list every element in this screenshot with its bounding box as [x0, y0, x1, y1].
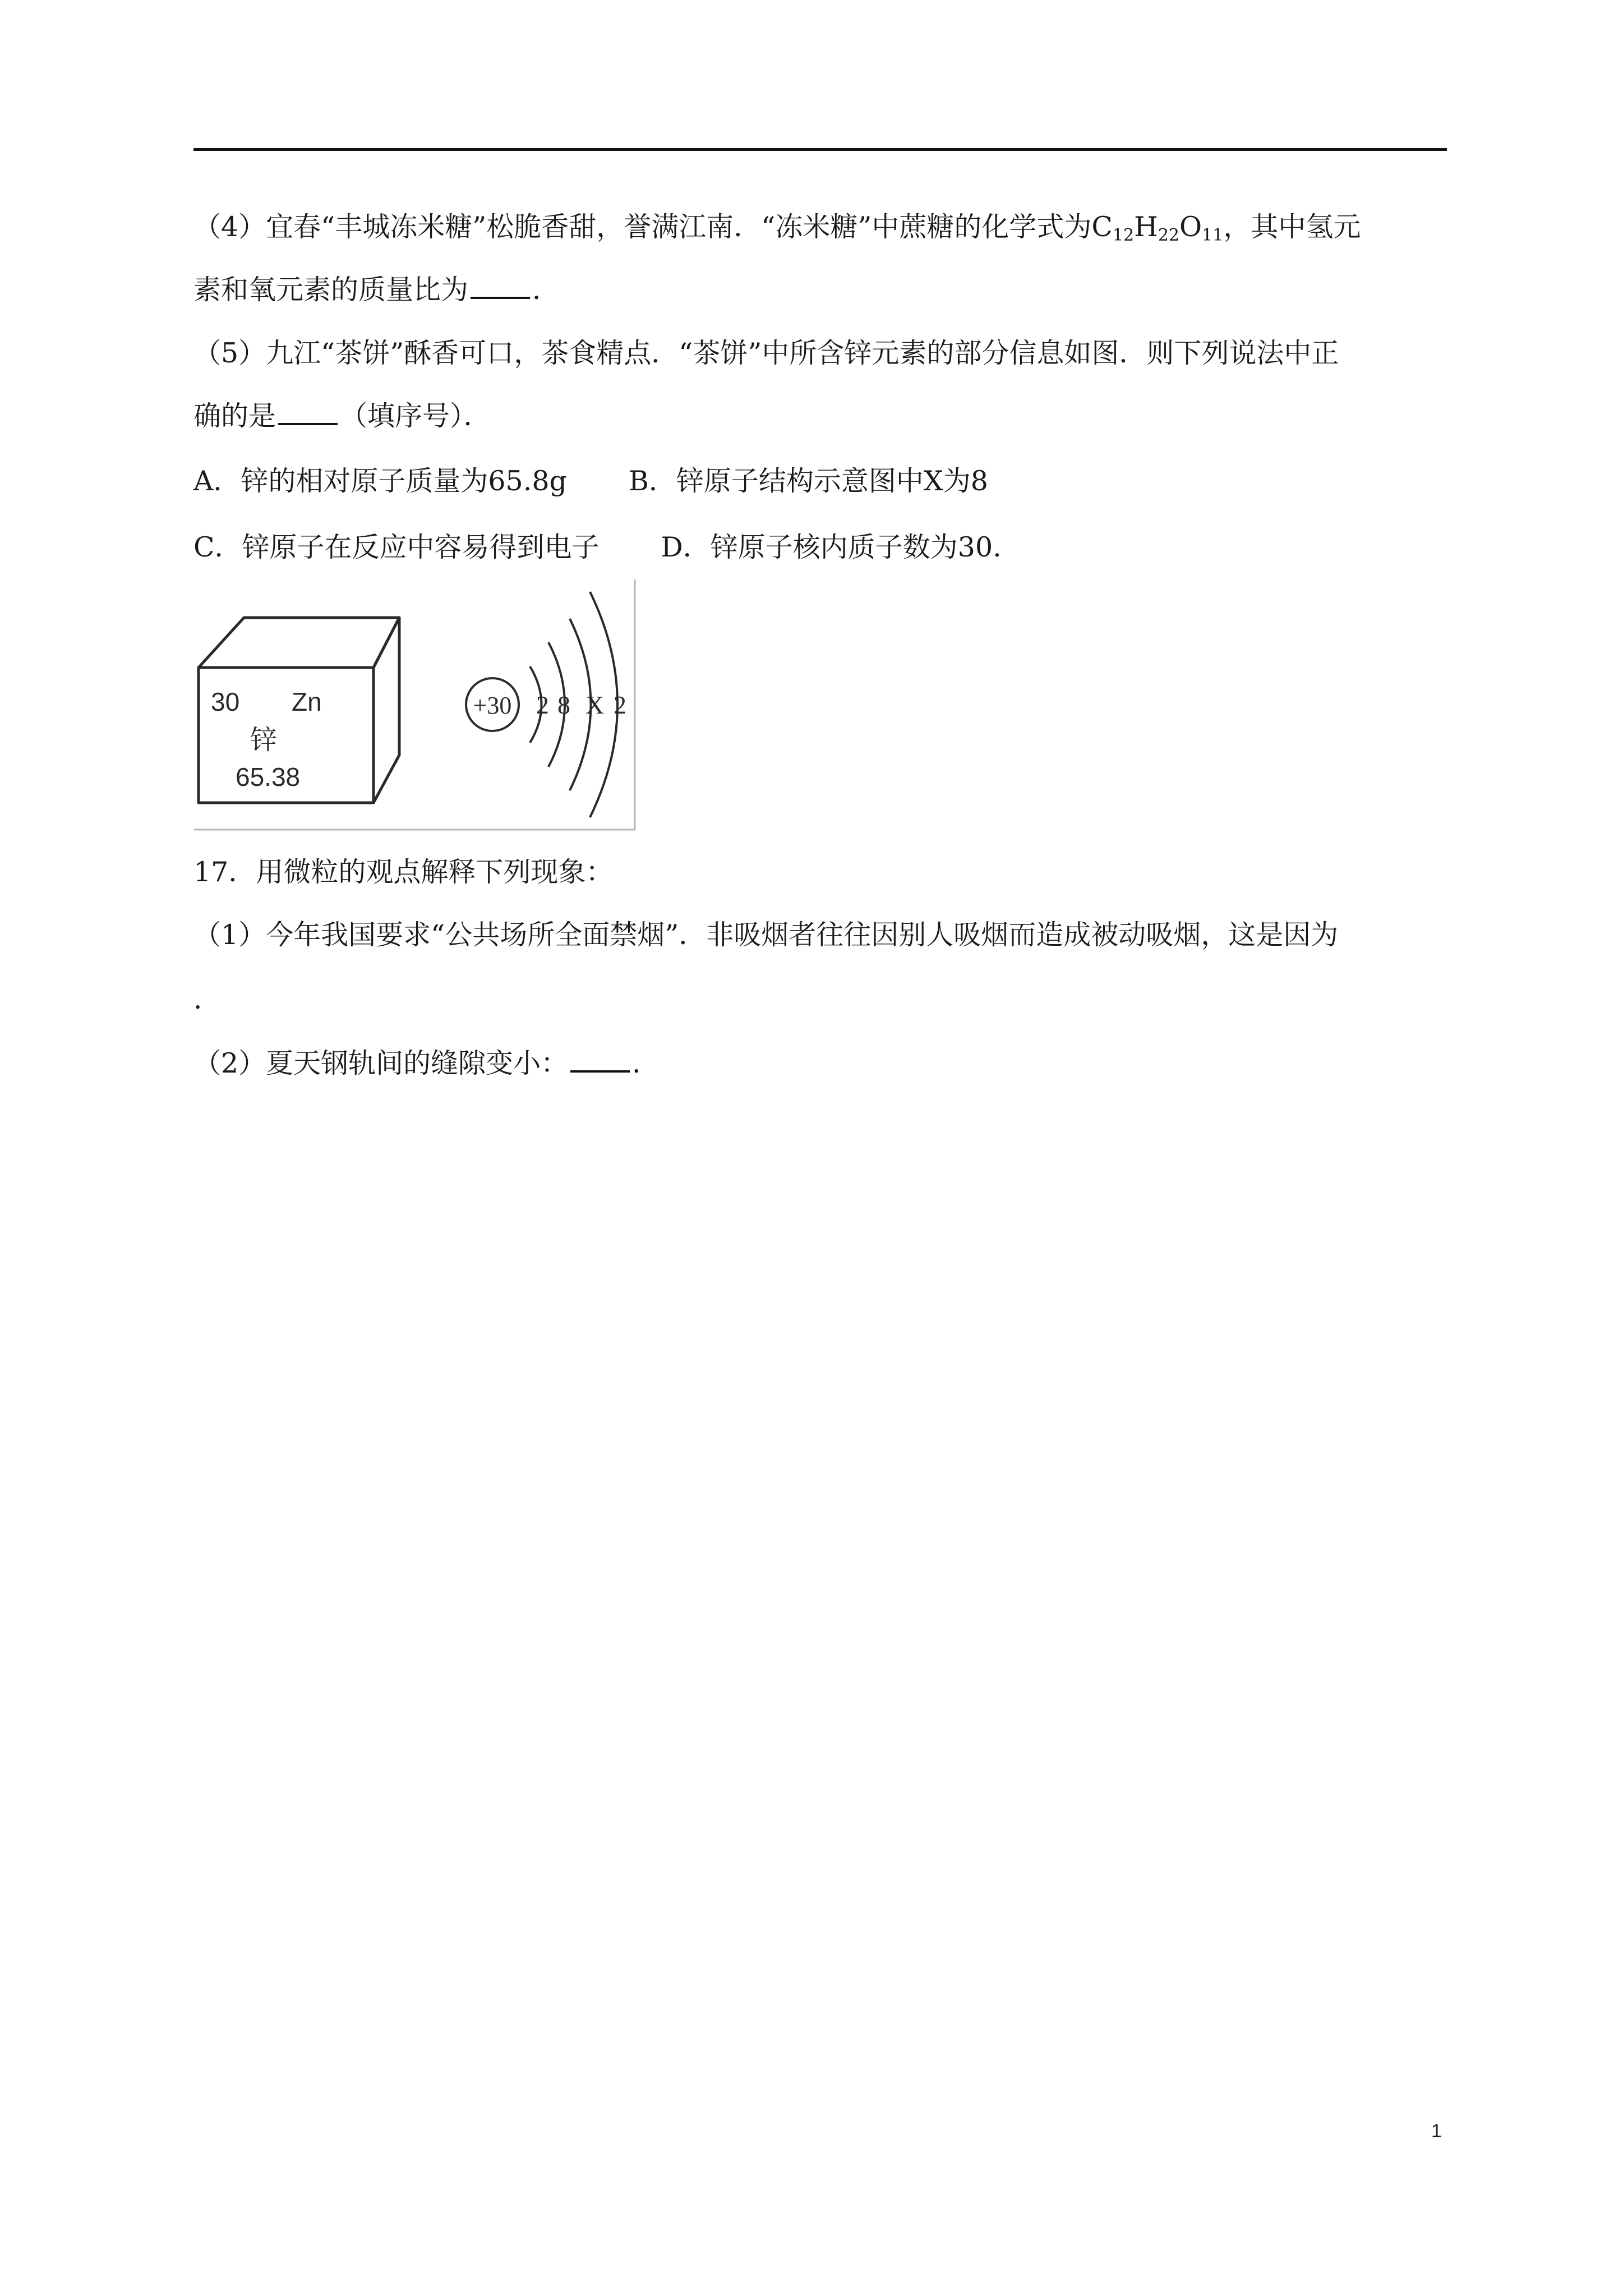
shell-1-electrons: 2: [536, 691, 549, 719]
q16-4-line2-text: 素和氧元素的质量比为: [193, 274, 469, 306]
page-number: 1: [1431, 2120, 1442, 2142]
q16-4-line2: 素和氧元素的质量比为 ．: [193, 274, 560, 306]
shell-4-electrons: 2: [614, 691, 626, 719]
q17-heading: 17．用微粒的观点解释下列现象：: [193, 856, 614, 888]
answer-blank[interactable]: [570, 1048, 630, 1073]
header-rule: [193, 148, 1447, 151]
zinc-figure: [194, 579, 636, 831]
q16-4-text-b: ，其中氢元: [1223, 211, 1361, 243]
q17-2-line: （2）夏天钢轨间的缝隙变小： ．: [193, 1047, 660, 1079]
shell-2-electrons: 8: [557, 691, 570, 719]
q16-5-options-ab: [193, 464, 988, 498]
element-atomic-number: 30: [211, 687, 240, 716]
q16-4-text-a: （4）宜春“丰城冻米糖”松脆香甜，誉满江南．“冻米糖”中蔗糖的化学式为: [193, 211, 1092, 243]
nucleus-charge: +30: [473, 692, 512, 719]
element-symbol: Zn: [292, 687, 322, 716]
q16-4-line1: [193, 210, 1361, 252]
sucrose-formula: $C_{12}H_{22}O_{11}$: [1091, 211, 1224, 245]
q16-5-options-cd: [193, 531, 1002, 564]
q17-1-line2: ．: [193, 983, 222, 1015]
option-d: D．锌原子核内质子数为30.: [661, 531, 1002, 563]
answer-blank[interactable]: [278, 401, 338, 425]
q16-5-line2: 确的是 （填序号）．: [193, 400, 491, 432]
zinc-figure-svg: [194, 579, 636, 831]
option-c: C．锌原子在反应中容易得到电子: [193, 531, 600, 563]
element-mass: 65.38: [236, 762, 301, 792]
element-name: 锌: [250, 724, 278, 756]
answer-blank[interactable]: [471, 274, 530, 299]
option-a: A．锌的相对原子质量为65.8g: [193, 465, 567, 497]
q16-5-line1: （5）九江“茶饼”酥香可口，茶食精点．“茶饼”中所含锌元素的部分信息如图．则下列说法中正: [193, 337, 1339, 369]
q17-1-line1: （1）今年我国要求“公共场所全面禁烟”．非吸烟者往往因别人吸烟而造成被动吸烟，这是因为: [193, 919, 1339, 951]
shell-3-electrons: X: [585, 691, 605, 719]
cube-top-face: [199, 618, 399, 668]
option-b: B．锌原子结构示意图中X为8: [628, 465, 988, 497]
